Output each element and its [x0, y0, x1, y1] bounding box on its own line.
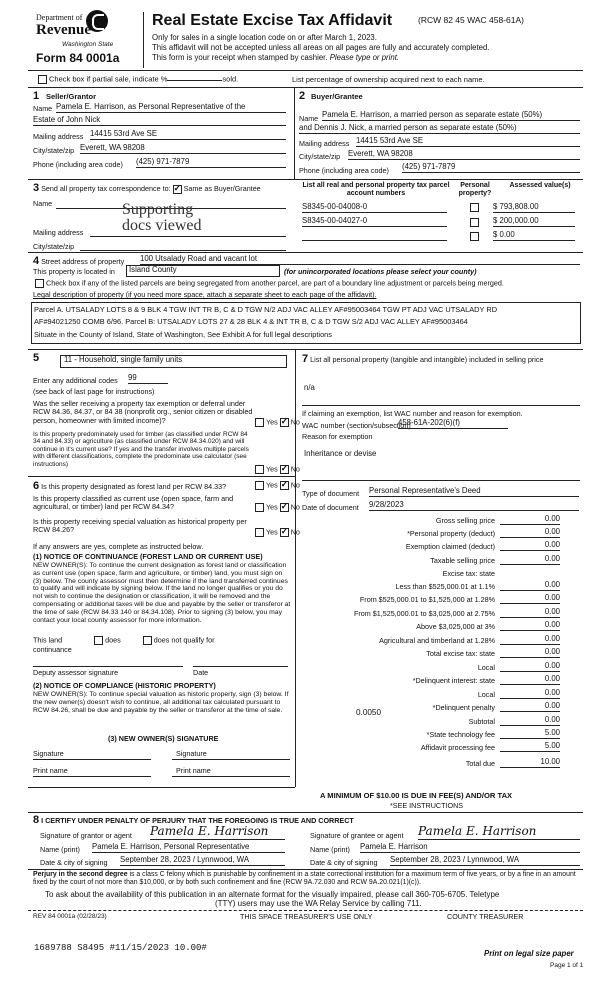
county-treasurer: COUNTY TREASURER: [447, 912, 524, 921]
notice-2-title: (2) NOTICE OF COMPLIANCE (HISTORIC PROPERTY): [33, 681, 216, 690]
owner-signature-label-2: Signature: [176, 749, 207, 758]
calc-value[interactable]: 0.00: [500, 528, 560, 538]
grantor-sig-label: Signature of grantor or agent: [40, 831, 132, 840]
s1-name-label: Name: [33, 104, 53, 113]
s1-mail-label: Mailing address: [33, 132, 84, 141]
s3-city-label: City/state/zip: [33, 242, 75, 251]
see-instructions: *SEE INSTRUCTIONS: [390, 801, 464, 810]
washington-state: Washington State: [62, 41, 114, 48]
s2-number: 2: [299, 90, 306, 102]
s6-q2: Is this property classified as current use (open space, farm and agricultural, or timber) land per RCW 84.34?: [33, 494, 234, 512]
calc-value[interactable]: 5.00: [500, 742, 560, 752]
s2-name-label: Name: [299, 114, 319, 123]
s3-row: 3 Send all property tax correspondence to:✓ Same as Buyer/Grantee: [33, 182, 261, 195]
document-type[interactable]: Personal Representative's Deed: [369, 487, 579, 497]
s6-q1-no[interactable]: [280, 481, 289, 490]
legal-size-note: Print on legal size paper: [484, 949, 574, 958]
partial-sale-row: Check box if partial sale, indicate % sold.: [36, 75, 238, 84]
s6-q2-no[interactable]: [280, 503, 289, 512]
s1-phone-label: Phone (including area code): [33, 160, 123, 169]
county-select[interactable]: Island County: [126, 265, 280, 277]
assessed-value-3[interactable]: $ 0.00: [493, 231, 575, 241]
calc-label: From $525,000.01 to $1,525,000 at 1.28%: [359, 595, 495, 604]
assessed-value-1[interactable]: $ 793,808.00: [493, 203, 575, 213]
s5-q2-yes[interactable]: [255, 465, 264, 474]
s5-number: 5: [33, 352, 40, 364]
s6-q1-answer: Yes✓ No: [253, 481, 300, 490]
calc-value[interactable]: 10.00: [500, 758, 560, 768]
ownership-note: List percentage of ownership acquired next to each name.: [292, 75, 485, 84]
grantee-sig-label: Signature of grantee or agent: [310, 831, 404, 840]
perjury-statement: Perjury in the second degree is a class C felony which is punishable by confinement in a state correctional institution for a maximum term of five years, or by a fine in an amount fixed by the court of not more than $10,000, or by both such confinement and fine (RCW 9A.72.030 and RCW 9A.20.021(1)(c)).: [33, 871, 576, 886]
department-of: Department of: [36, 13, 83, 22]
calc-value[interactable]: 0.00: [500, 608, 560, 618]
calc-value[interactable]: 0.00: [500, 621, 560, 631]
header-note-2: This affidavit will not be accepted unless all areas on all pages are fully and accurately completed.: [152, 43, 490, 52]
wac-intro: If claiming an exemption, list WAC number and reason for exemption.: [302, 409, 523, 418]
local-rate: 0.0050: [356, 708, 382, 717]
land-does-not-checkbox[interactable]: [143, 636, 152, 645]
legal-label: Legal description of property (if you need more space, attach a separate sheet to each page of the affidavit).: [33, 290, 377, 299]
calc-value[interactable]: 0.00: [500, 594, 560, 604]
s3-mail-label: Mailing address: [33, 228, 84, 237]
calc-label: Gross selling price: [435, 516, 495, 525]
doc-type-label: Type of document: [302, 489, 360, 498]
owner-print-label-2: Print name: [176, 766, 211, 775]
s5-q1-yes[interactable]: [255, 418, 264, 427]
legal-line-2: AF#94021250 COMB 6/96. Parcel B: UTSALADY LOTS 27 & 28 BLK 4 & INT TR B, C & D TGW S/2 ADJ VAC ALLEY AF#95003464: [34, 317, 468, 326]
personal-property-checkbox-2[interactable]: [470, 218, 479, 227]
s5-q1-answer: Yes✓ No: [253, 418, 300, 427]
grantee-date-label: Date & city of signing: [310, 858, 378, 867]
calc-label: *Delinquent interest: state: [412, 676, 495, 685]
accessibility-1: To ask about the availability of this publication in an alternate format for the visually impaired, please call 360-705-6705. Teletype: [45, 890, 500, 899]
grantor-date-label: Date & city of signing: [40, 858, 108, 867]
form-citation: (RCW 82 45 WAC 458-61A): [418, 15, 524, 25]
land-use-select[interactable]: 11 - Household, single family units: [60, 355, 287, 368]
s5-q1-no[interactable]: [280, 418, 289, 427]
treasurer-use: THIS SPACE TREASURER'S USE ONLY: [240, 912, 373, 921]
s6-q1-yes[interactable]: [255, 481, 264, 490]
calc-label: Above $3,025,000 at 3%: [416, 622, 495, 631]
s6-if-yes: If any answers are yes, complete as instructed below.: [33, 542, 204, 551]
calc-label: From $1,525,000.01 to $3,025,000 at 2.75%: [353, 609, 495, 618]
calc-label: Total due: [465, 759, 495, 768]
boundary-checkbox[interactable]: [35, 279, 44, 288]
calc-value[interactable]: 0.00: [500, 648, 560, 658]
legal-line-3: Situate in the County of Island, State of Washington, See Exhibit A for full legal descriptions: [34, 330, 332, 339]
s5-q2-no[interactable]: [280, 465, 289, 474]
continuance-label: continuance: [33, 645, 72, 654]
reason-label: Reason for exemption: [302, 432, 373, 441]
revision: REV 84 0001a (02/28/23): [33, 913, 107, 920]
county-note: (for unincorporated locations please select your county): [284, 267, 477, 276]
calc-value[interactable]: 0.00: [500, 581, 560, 591]
assessed-header: Assessed value(s): [509, 182, 571, 189]
s1-title: Seller/Grantor: [46, 92, 97, 101]
page-number: Page 1 of 1: [550, 962, 584, 969]
s1-number: 1: [33, 90, 40, 102]
s6-q3-yes[interactable]: [255, 528, 264, 537]
receipt-stamp: 1689788 S8495 #11/15/2023 10.00#: [34, 943, 207, 953]
parcel-number-3[interactable]: [302, 231, 447, 241]
property-street-address[interactable]: 100 Utsalady Road and vacant lot: [140, 255, 580, 265]
seller-mailing-address[interactable]: 14415 53rd Ave SE: [90, 130, 286, 140]
calc-label: Taxable selling price: [430, 556, 495, 565]
docs-viewed-stamp: docs viewed: [122, 217, 202, 234]
personal-header: Personal property?: [458, 182, 492, 198]
calc-label: *Delinquent penalty: [432, 703, 495, 712]
calc-label: Excise tax: state: [442, 569, 495, 578]
calc-value[interactable]: 0.00: [500, 635, 560, 645]
land-does-checkbox[interactable]: [94, 636, 103, 645]
grantor-signature[interactable]: Pamela E. Harrison: [150, 825, 285, 840]
calc-label: Local: [477, 690, 495, 699]
header-note-3: This form is your receipt when stamped by cashier. Please type or print.: [152, 53, 400, 62]
s2-city-label: City/state/zip: [299, 152, 341, 161]
boundary-row: Check box if any of the listed parcels are being segregated from another parcel, are part of a boundary line adjustment or parcels being merged.: [33, 279, 504, 288]
s6-q3: Is this property receiving special valuation as historical property per RCW 84.26?: [33, 517, 247, 535]
buyer-name-1[interactable]: Pamela E. Harrison, a married person as separate estate (50%): [322, 111, 580, 121]
revenue-word: Revenue: [36, 22, 91, 38]
calc-label: *State technology fee: [426, 730, 495, 739]
grantee-signature[interactable]: Pamela E. Harrison: [418, 825, 580, 840]
buyer-name-2[interactable]: and Dennis J. Nick, a married person as separate estate (50%): [299, 124, 580, 134]
document-date[interactable]: 9/28/2023: [369, 501, 579, 511]
wac-number[interactable]: 458-61A-202(6)(f): [398, 419, 508, 429]
s2-mail-label: Mailing address: [299, 139, 350, 148]
additional-codes[interactable]: 99: [128, 374, 168, 384]
s5-q2: Is this property predominately used for timber (as classified under RCW 84 34 and 84.33) or agriculture (as classified under RCW 84.34.020) and will continue in it's current use? If yes and the transfer involves multiple parcels with different classifications, complete the predominate use calculator (see instructions): [33, 431, 249, 468]
parcel-number-1[interactable]: S8345-00-04008-0: [302, 203, 447, 213]
accessibility-2: (TTY) users may use the WA Relay Service by calling 711.: [215, 899, 422, 908]
calc-value[interactable]: 5.00: [500, 729, 560, 739]
calc-value[interactable]: 0.00: [500, 541, 560, 551]
supporting-stamp: Supporting: [122, 201, 194, 218]
calc-label: Less than $525,000.01 at 1.1%: [395, 582, 495, 591]
seller-name-1[interactable]: Pamela E. Harrison, as Personal Representative of the: [56, 103, 286, 113]
grantor-name-label: Name (print): [40, 845, 80, 854]
s3-name-label: Name: [33, 199, 53, 208]
codes-note: (see back of last page for instructions): [33, 387, 155, 396]
s4-street-row: 4 Street address of property: [33, 255, 125, 267]
personal-property-checkbox-3[interactable]: [470, 232, 479, 241]
s6-q3-answer: Yes✓ No: [253, 528, 300, 537]
owner-signature-label-1: Signature: [33, 749, 64, 758]
deputy-signature-label: Deputy assessor signature: [33, 668, 119, 677]
calc-label: *Personal property (deduct): [407, 529, 495, 538]
wac-label: WAC number (section/subsection): [302, 421, 411, 430]
doc-date-label: Date of document: [302, 503, 359, 512]
seller-phone[interactable]: (425) 971-7879: [136, 158, 286, 168]
calc-value[interactable]: 0.00: [500, 675, 560, 685]
owner-print-label-1: Print name: [33, 766, 68, 775]
grantor-date-city[interactable]: September 28, 2023 / Lynnwood, WA: [120, 856, 285, 866]
calc-value[interactable]: 0.00: [500, 555, 560, 565]
parcel-header: List all real and personal property tax parcel account numbers: [302, 182, 450, 198]
s7-text: 7 List all personal property (tangible and intangible) included in selling price: [302, 353, 544, 365]
s6-q2-yes[interactable]: [255, 503, 264, 512]
codes-label: Enter any additional codes: [33, 376, 118, 385]
s8-title: 8 I CERTIFY UNDER PENALTY OF PERJURY THAT THE FOREGOING IS TRUE AND CORRECT: [33, 814, 354, 826]
calc-value[interactable]: 0.00: [500, 702, 560, 712]
s5-q2-answer: Yes✓ No: [253, 465, 300, 474]
calc-label: Exemption claimed (deduct): [405, 542, 495, 551]
legal-line-1: Parcel A. UTSALADY LOTS 8 & 9 BLK 4 TGW INT TR B, C & D TGW N/2 ADJ VAC ALLEY AF#95003464 TGW PT ADJ VAC UTSALADY RD: [34, 305, 498, 314]
calc-value[interactable]: 0.00: [500, 689, 560, 699]
s4-county-label: This property is located in: [33, 267, 115, 276]
s1-city-label: City/state/zip: [33, 146, 75, 155]
form-number: Form 84 0001a: [36, 51, 120, 65]
calc-label: Subtotal: [468, 717, 495, 726]
dor-logo-mark: [92, 14, 104, 30]
form-title: Real Estate Excise Tax Affidavit: [152, 12, 393, 29]
calc-label: Agricultural and timberland at 1.28%: [379, 636, 495, 645]
notice-2-text: NEW OWNER(S): To continue special valuation as historic property, sign (3) below. If the new owner(s) doesn't wish to continue, all additional tax calculated pursuant to RCW 84.26, shall be due and payable by the seller or transferor at the time of sale.: [33, 691, 289, 714]
personal-property-value[interactable]: n/a: [304, 383, 315, 392]
notice-3-title: (3) NEW OWNER(S) SIGNATURE: [108, 734, 219, 743]
grantee-date-city[interactable]: September 28, 2023 / Lynnwood, WA: [390, 856, 580, 866]
header-note-1: Only for sales in a single location code on or after March 1, 2023.: [152, 33, 377, 42]
s6-q1: 6 Is this property designated as forest land per RCW 84.33?: [33, 480, 227, 492]
seller-city[interactable]: Everett, WA 98208: [80, 144, 286, 154]
calc-label: Affidavit processing fee: [420, 743, 495, 752]
seller-name-2[interactable]: Estate of John Nick: [33, 116, 286, 126]
buyer-mailing-address[interactable]: 14415 53rd Ave SE: [356, 137, 580, 147]
exemption-reason[interactable]: Inheritance or devise: [304, 449, 377, 458]
s6-q2-answer: Yes✓ No: [253, 503, 300, 512]
calc-value[interactable]: 0.00: [500, 716, 560, 726]
calc-label: Local: [477, 663, 495, 672]
s5-q1: Was the seller receiving a property tax exemption or deferral under RCW 84.36, 84.37, or 84 38 (nonprofit org., senior citizen or disabled person, homeowner with limited income)?: [33, 399, 253, 425]
minimum-due: A MINIMUM OF $10.00 IS DUE IN FEE(S) AND/OR TAX: [320, 791, 513, 800]
notice-1-title: (1) NOTICE OF CONTINUANCE (FOREST LAND OR CURRENT USE): [33, 552, 263, 561]
deputy-date-label: Date: [193, 668, 209, 677]
parcel-number-2[interactable]: S8345-00-04027-0: [302, 217, 447, 227]
s2-phone-label: Phone (including area code): [299, 166, 389, 175]
s2-title: Buyer/Grantee: [311, 92, 363, 101]
calc-value[interactable]: 0.00: [500, 515, 560, 525]
personal-property-checkbox-1[interactable]: [470, 203, 479, 212]
buyer-city[interactable]: Everett, WA 98208: [348, 150, 580, 160]
partial-sale-checkbox[interactable]: [38, 75, 47, 84]
grantor-name[interactable]: Pamela E. Harrison, Personal Representative: [92, 843, 285, 853]
s6-q3-no[interactable]: [280, 528, 289, 537]
grantee-name-label: Name (print): [310, 845, 350, 854]
grantee-name[interactable]: Pamela E. Harrison: [360, 843, 580, 853]
calc-value[interactable]: 0.00: [500, 662, 560, 672]
this-land-row: This land does does not qualify for: [33, 635, 215, 645]
assessed-value-2[interactable]: $ 200,000.00: [493, 217, 575, 227]
calc-label: Total excise tax: state: [426, 649, 495, 658]
same-as-buyer-checkbox[interactable]: [173, 185, 182, 194]
buyer-phone[interactable]: (425) 971-7879: [402, 163, 580, 173]
notice-1-text: NEW OWNER(S): To continue the current designation as forest land or classification as current use (open space, farm and agriculture, or timber) land, you must sign on (3) below. The county assessor must then determine if the land transferred continues to qualify and will indicate by signing below. If the land no longer qualifies or you do not wish to continue the designation or classification, it will be removed and the compensating or additional taxes will be due and payable by the seller or transferor at the time of sale (RCW 84.33 140 or 84.34.108). Prior to signing (3) below, you may contact your local county assessor for more information.: [33, 562, 291, 624]
